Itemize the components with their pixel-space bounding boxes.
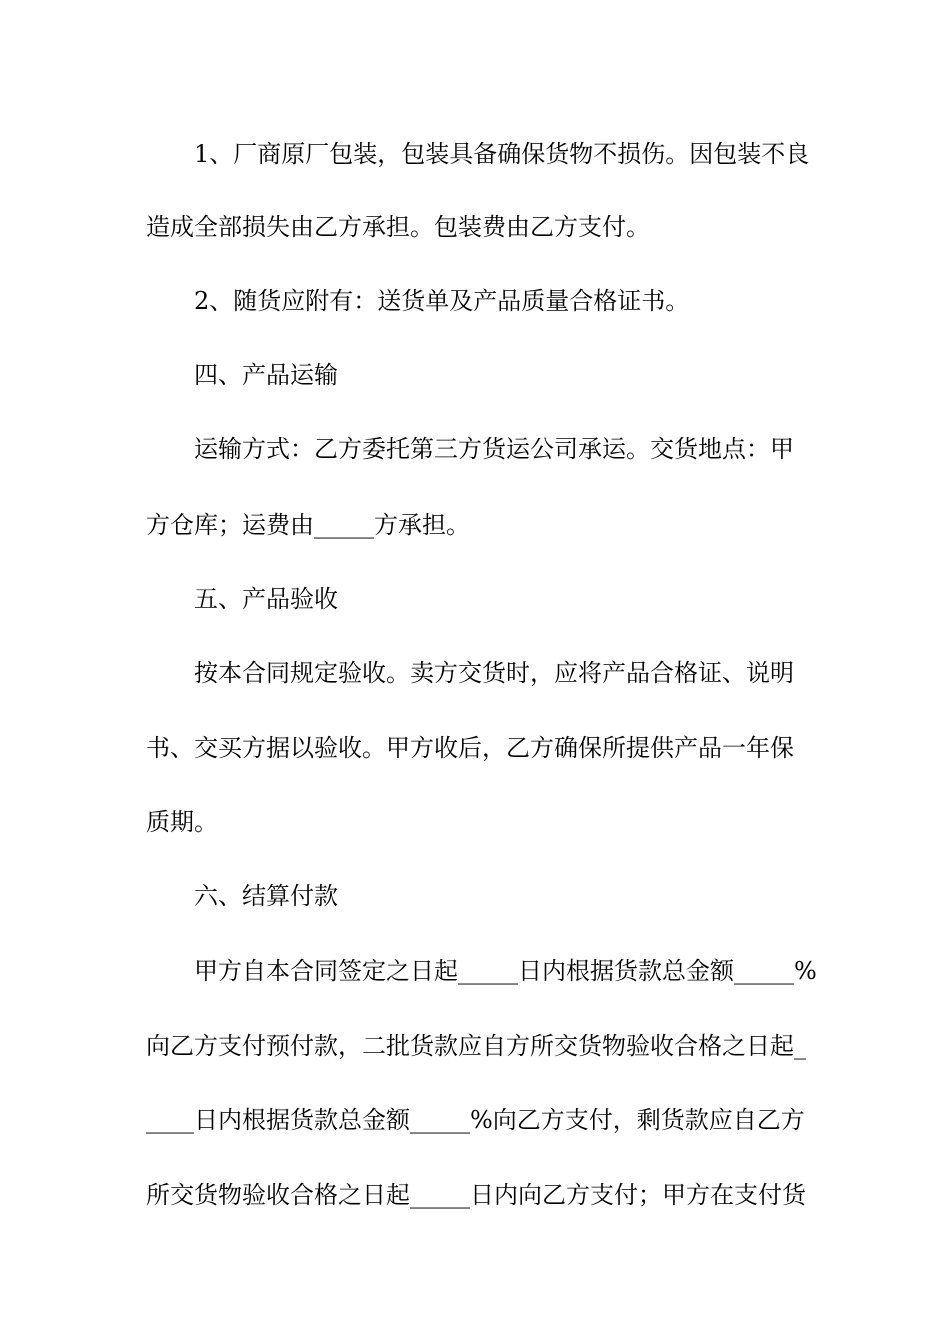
paragraph-payment-line-2: 向乙方支付预付款，二批货款应自方所交货物验收合格之日起_ (146, 1032, 806, 1060)
section-heading-acceptance: 五、产品验收 (194, 585, 338, 613)
section-heading-transport: 四、产品运输 (194, 361, 338, 389)
paragraph-payment-line-1: 甲方自本合同签定之日起_____日内根据货款总金额_____% (194, 957, 817, 985)
paragraph-transport-line-2: 方仓库；运费由_____方承担。 (146, 511, 470, 539)
paragraph-acceptance-line-1: 按本合同规定验收。卖方交货时，应将产品合格证、说明 (194, 659, 794, 687)
paragraph-payment-line-4: 所交货物验收合格之日起_____日内向乙方支付；甲方在支付货 (146, 1181, 806, 1209)
paragraph-attachments: 2、随货应附有：送货单及产品质量合格证书。 (194, 287, 690, 315)
paragraph-transport-line-1: 运输方式：乙方委托第三方货运公司承运。交货地点：甲 (194, 435, 794, 463)
paragraph-packaging-line-2: 造成全部损失由乙方承担。包装费由乙方支付。 (146, 213, 650, 241)
paragraph-acceptance-line-3: 质期。 (146, 808, 218, 836)
section-heading-payment: 六、结算付款 (194, 882, 338, 910)
paragraph-packaging-line-1: 1、厂商原厂包装，包装具备确保货物不损伤。因包装不良 (194, 140, 810, 168)
paragraph-payment-line-3: ____日内根据货款总金额_____%向乙方支付，剩货款应自乙方 (146, 1106, 805, 1134)
paragraph-acceptance-line-2: 书、交买方据以验收。甲方收后，乙方确保所提供产品一年保 (146, 734, 794, 762)
